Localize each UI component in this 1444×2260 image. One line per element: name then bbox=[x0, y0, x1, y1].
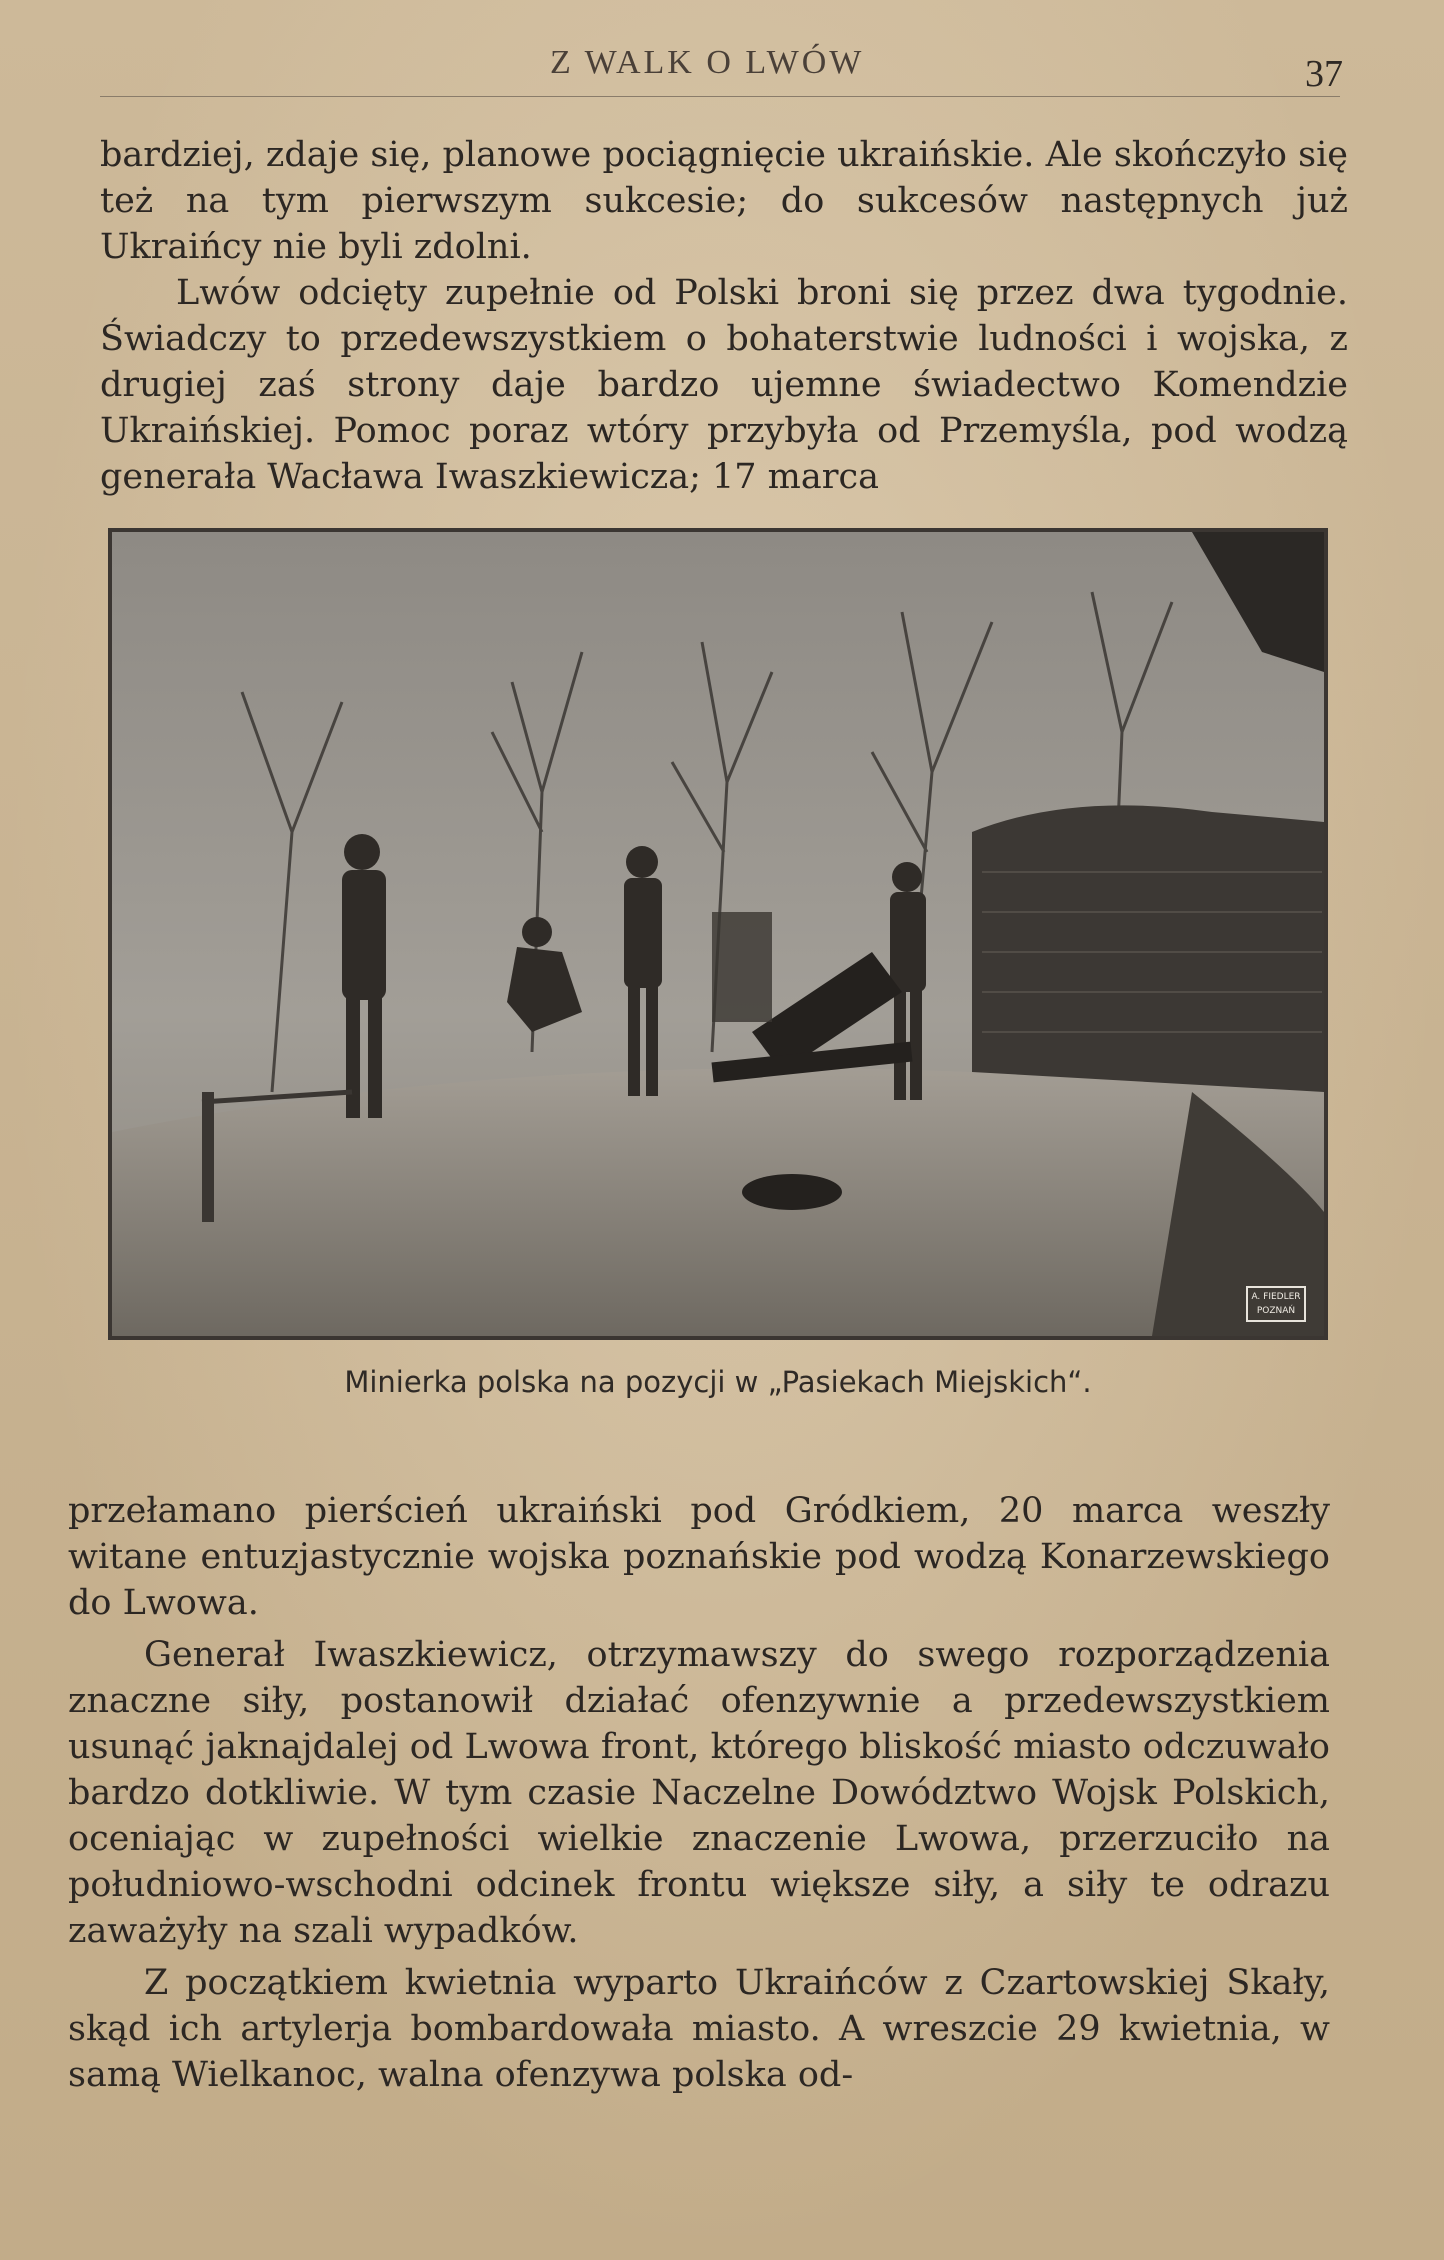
paragraph: Generał Iwaszkiewicz, otrzymawszy do swego rozporządzenia znaczne siły, postanowił działać ofenzywnie a przedewszystkiem usunąć jaknajdalej od Lwowa front, którego bliskość miasto odczuwało bardzo dotkliwie. W tym czasie Naczelne Dowództwo Wojsk Polskich, oceniając w zupełności wielkie znaczenie Lwowa, przerzuciło na południowo-wschodni odcinek frontu większe siły, a siły te odrazu zaważyły na szali wypadków. bbox=[68, 1635, 1330, 1951]
stamp-line-1: A. FIEDLER bbox=[1251, 1292, 1301, 1302]
paragraph-continued: bardziej, zdaje się, planowe pociągnięcie ukraińskie. Ale skończyło się też na tym pierwszym sukcesie; do sukcesów następnych już Ukraińcy nie byli zdolni. bbox=[100, 135, 1348, 267]
photo-caption bbox=[0, 1365, 1444, 1399]
text-block-top bbox=[100, 132, 1348, 500]
caption-text: Minierka polska na pozycji w „Pasiekach Miejskich“. bbox=[344, 1365, 1092, 1399]
historical-photograph bbox=[108, 528, 1328, 1340]
sandbag-wall bbox=[972, 805, 1324, 1092]
photo-illustration bbox=[112, 532, 1324, 1336]
page-header bbox=[0, 38, 1444, 98]
paragraph: Z początkiem kwietnia wyparto Ukraińców z Czartowskiej Skały, skąd ich artylerja bombardowała miasto. A wreszcie 29 kwietnia, w samą Wielkanoc, walna ofenzywa polska od- bbox=[68, 1963, 1330, 2095]
ground bbox=[112, 1068, 1324, 1336]
paragraph: przełamano pierścień ukraiński pod Gródkiem, 20 marca weszły witane entuzjastycznie wojska poznańskie pod wodzą Konarzewskiego do Lwowa. bbox=[68, 1491, 1330, 1623]
studio-stamp bbox=[1246, 1286, 1306, 1322]
running-title: Z WALK O LWÓW bbox=[550, 44, 865, 81]
header-rule bbox=[100, 96, 1340, 97]
paragraph: Lwów odcięty zupełnie od Polski broni się przez dwa tygodnie. Świadczy to przedewszystkiem o bohaterstwie ludności i wojska, z drugiej zaś strony daje bardzo ujemne świadectwo Komendzie Ukraińskiej. Pomoc poraz wtóry przybyła od Przemyśla, pod wodzą generała Wacława Iwaszkiewicza; 17 marca bbox=[100, 273, 1348, 497]
stamp-line-2: POZNAŃ bbox=[1256, 1306, 1296, 1316]
page-number: 37 bbox=[1305, 53, 1343, 95]
text-block-bottom bbox=[68, 1488, 1330, 2098]
